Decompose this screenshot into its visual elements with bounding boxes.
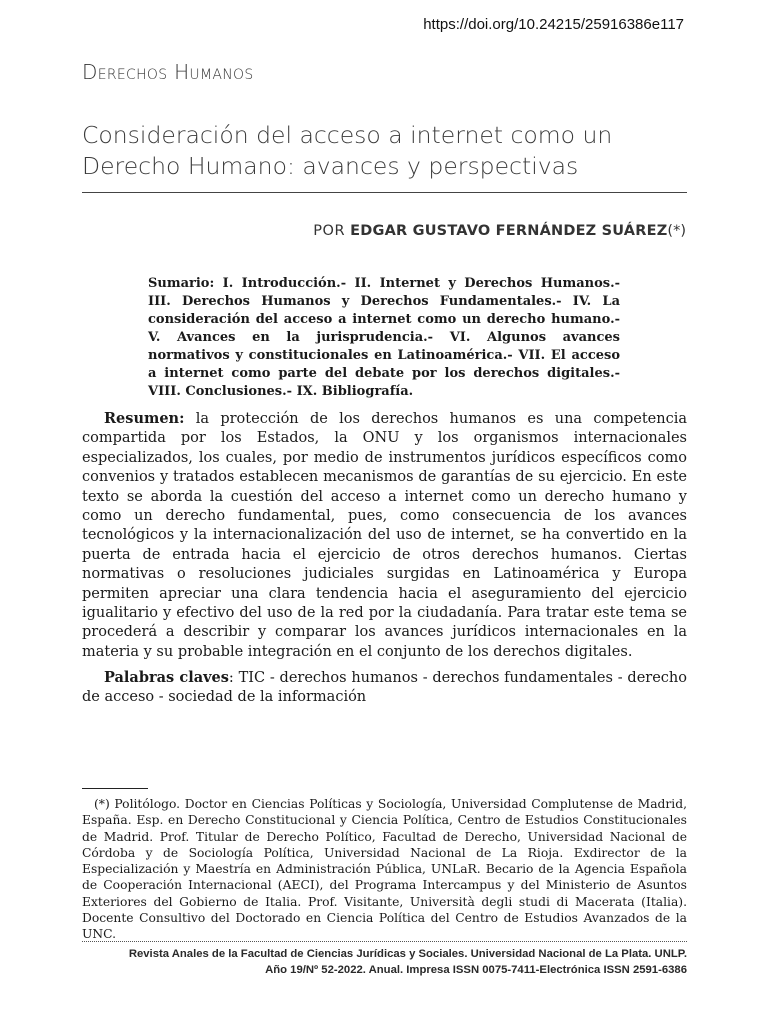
doi-link[interactable]: https://doi.org/10.24215/25916386e117 <box>423 16 684 33</box>
keywords-label: Palabras claves <box>104 669 229 686</box>
keywords <box>82 668 687 708</box>
author-prefix: POR <box>313 223 351 239</box>
footnote-divider <box>82 788 148 789</box>
section-heading: Derechos Humanos <box>82 60 254 84</box>
author-footnote: (*) Politólogo. Doctor en Ciencias Políticas y Sociología, Universidad Complutense de Madrid, España. Esp. en Derecho Constitucional y Ciencia Política, Centro de Estudios Constitucionales de Madrid. Prof. Titular de Derecho Político, Facultad de Derecho, Universidad Nacional de Córdoba y de Sociología Política, Universidad Nacional de La Rioja. Exdirector de la Especialización y Maestría en Administración Pública, UNLaR. Becario de la Agencia Española de Cooperación Internacional (AECI), del Programa Intercampus y del Ministerio de Asuntos Exteriores del Gobierno de Italia. Prof. Visitante, Università degli studi di Macerata (Italia). Docente Consultivo del Doctorado en Ciencia Política del Centro de Estudios Avanzados de la UNC. <box>82 797 687 942</box>
journal-footer-line-1: Revista Anales de la Facultad de Ciencias Jurídicas y Sociales. Universidad Nacional de La Plata. UNLP. <box>128 948 687 960</box>
journal-footer <box>82 947 687 978</box>
author-name: EDGAR GUSTAVO FERNÁNDEZ SUÁREZ <box>350 223 668 239</box>
table-of-contents-summary: Sumario: I. Introducción.- II. Internet y Derechos Humanos.- III. Derechos Humanos y Derechos Fundamentales.- IV. La consideración del acceso a internet como un derecho humano.- V. Avances en la jurisprudencia.- VI. Algunos avances normativos y constitucionales en Latinoamérica.- VII. El acceso a internet como parte del debate por los derechos digitales.- VIII. Conclusiones.- IX. Bibliografía. <box>148 276 620 399</box>
title-divider <box>82 192 687 193</box>
author-line <box>313 223 686 239</box>
abstract-text: la protección de los derechos humanos es una competencia compartida por los Estados, la ONU y los organismos internacionales especializados, los cuales, por medio de instrumentos jurídicos específicos como convenios y tratados establecen mecanismos de garantías de su ejercicio. En este texto se aborda la cuestión del acceso a internet como un derecho humano y como un derecho fundamental, pues, como consecuencia de los avances tecnológicos y la internacionalización del uso de internet, se ha convertido en la puerta de entrada hacia el ejercicio de otros derechos humanos. Ciertas normativas o resoluciones judiciales surgidas en Latinoamérica y Europa permiten apreciar una clara tendencia hacia el aseguramiento del ejercicio igualitario y efectivo del uso de la red por la ciudadanía. Para tratar este tema se procederá a describir y comparar los avances jurídicos internacionales en la materia y su probable integración en el conjunto de los derechos digitales. <box>82 411 687 660</box>
abstract <box>82 409 687 662</box>
article-title: Consideración del acceso a internet como un Derecho Humano: avances y perspectivas <box>82 121 613 180</box>
abstract-label: Resumen: <box>104 410 185 427</box>
journal-footer-line-2: Año 19/Nº 52-2022. Anual. Impresa ISSN 0075-7411-Electrónica ISSN 2591-6386 <box>265 963 687 976</box>
keywords-text: : TIC - derechos humanos - derechos fundamentales - derecho de acceso - sociedad de la información <box>82 670 687 706</box>
author-footnote-mark[interactable]: (*) <box>667 223 686 239</box>
footer-divider <box>82 941 687 942</box>
